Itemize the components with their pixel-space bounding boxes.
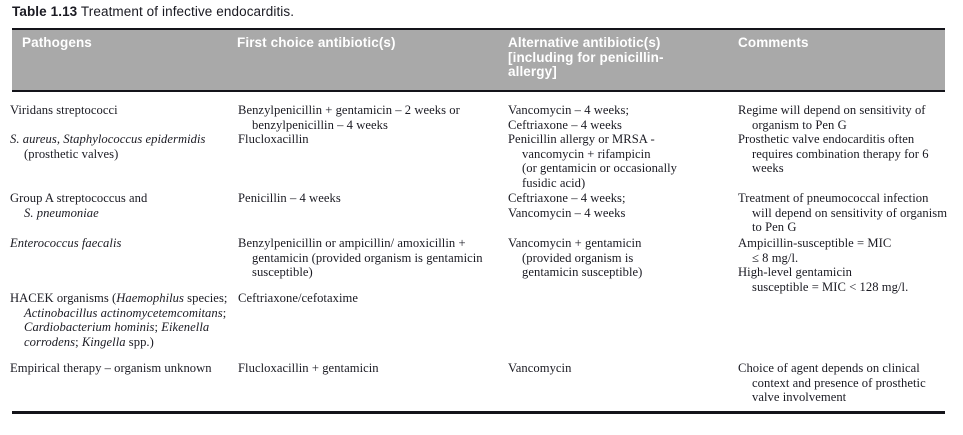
table-caption xyxy=(12,4,294,19)
cell-alternative-row1 xyxy=(508,103,736,132)
text-line: Choice of agent depends on clinical context and presence of prosthetic valve involvement xyxy=(738,361,926,405)
cell-first-choice-row4 xyxy=(238,236,500,280)
cell-first-choice-row5 xyxy=(238,291,500,306)
column-header-comments: Comments xyxy=(738,35,809,50)
text-line: Benzylpenicillin + gentamicin – 2 weeks or benzylpenicillin – 4 weeks xyxy=(238,103,460,132)
column-header-pathogens: Pathogens xyxy=(22,35,92,50)
cell-pathogens-row5 xyxy=(10,291,232,349)
text-line: Penicillin allergy or MRSA - xyxy=(508,132,655,146)
column-header-first-choice: First choice antibiotic(s) xyxy=(237,35,396,50)
cell-pathogens-row4 xyxy=(10,236,232,251)
cell-comments-row3 xyxy=(738,191,950,235)
cell-alternative-row2 xyxy=(508,132,736,190)
text-line: Benzylpenicillin or ampicillin/ amoxicillin + gentamicin (provided organism is gentamicin susceptible) xyxy=(238,236,483,280)
text-line: Enterococcus faecalis xyxy=(10,236,122,250)
cell-pathogens-row6 xyxy=(10,361,232,376)
text-line: gentamicin susceptible) xyxy=(522,265,643,280)
text-line: Treatment of pneumococcal infection will depend on sensitivity of organism to Pen G xyxy=(738,191,948,235)
text-line: Vancomycin xyxy=(508,361,572,375)
text-line: Ceftriaxone – 4 weeks xyxy=(508,117,623,132)
text-line: (or gentamicin or occasionally xyxy=(522,161,678,176)
column-header-alternative-line3: allergy] xyxy=(508,64,557,79)
text-line: Vancomycin – 4 weeks xyxy=(508,205,626,220)
text-line: Vancomycin + gentamicin xyxy=(508,236,642,250)
text-line: Empirical therapy – organism unknown xyxy=(10,361,212,375)
text-line: Prosthetic valve endocarditis often requires combination therapy for 6 weeks xyxy=(738,132,929,176)
text-line: fusidic acid) xyxy=(522,175,586,190)
text-line: (provided organism is xyxy=(522,250,634,265)
column-header-alternative-line2: [including for penicillin- xyxy=(508,49,664,65)
column-header-alternative xyxy=(508,36,723,80)
cell-alternative-row4 xyxy=(508,236,736,280)
text-line: Viridans streptococci xyxy=(10,103,118,117)
cell-alternative-row3 xyxy=(508,191,736,220)
text-line: Vancomycin – 4 weeks; xyxy=(508,103,630,117)
cell-comments-row2 xyxy=(738,132,950,176)
text-line: ≤ 8 mg/l. xyxy=(752,250,799,265)
cell-first-choice-row1 xyxy=(238,103,500,132)
cell-comments-row1 xyxy=(738,103,950,132)
cell-pathogens-row1 xyxy=(10,103,232,118)
text-line: vancomycin + rifampicin xyxy=(522,146,651,161)
cell-comments-row6 xyxy=(738,361,950,405)
text-line: S. aureus, Staphylococcus epidermidis (prosthetic valves) xyxy=(10,132,206,161)
table-bottom-rule xyxy=(12,411,945,414)
text-line: susceptible = MIC < 128 mg/l. xyxy=(752,279,909,294)
text-line: Ampicillin-susceptible = MIC xyxy=(738,236,892,250)
text-line: Flucloxacillin xyxy=(238,132,309,146)
text-line: Group A streptococcus and S. pneumoniae xyxy=(10,191,148,220)
text-line: Regime will depend on sensitivity of organism to Pen G xyxy=(738,103,926,132)
table-number: Table 1.13 xyxy=(12,4,78,19)
cell-pathogens-row3 xyxy=(10,191,232,220)
cell-first-choice-row3 xyxy=(238,191,500,206)
cell-first-choice-row6 xyxy=(238,361,500,376)
text-line: Ceftriaxone/cefotaxime xyxy=(238,291,358,305)
column-header-alternative-line1: Alternative antibiotic(s) xyxy=(508,35,661,50)
text-line: High-level gentamicin xyxy=(738,265,853,280)
cell-comments-row4 xyxy=(738,236,950,294)
table-caption-text: Treatment of infective endocarditis. xyxy=(80,4,295,19)
text-line: Flucloxacillin + gentamicin xyxy=(238,361,379,375)
cell-alternative-row6 xyxy=(508,361,736,376)
text-line: HACEK organisms (Haemophilus species; Actinobacillus actinomycetemcomitans; Cardiobacterium hominis; Eikenella corrodens; Kingella spp.) xyxy=(10,291,228,349)
table-header-bottom-rule xyxy=(12,90,945,92)
text-line: Penicillin – 4 weeks xyxy=(238,191,341,205)
cell-pathogens-row2 xyxy=(10,132,232,161)
cell-first-choice-row2 xyxy=(238,132,500,147)
text-line: Ceftriaxone – 4 weeks; xyxy=(508,191,626,205)
